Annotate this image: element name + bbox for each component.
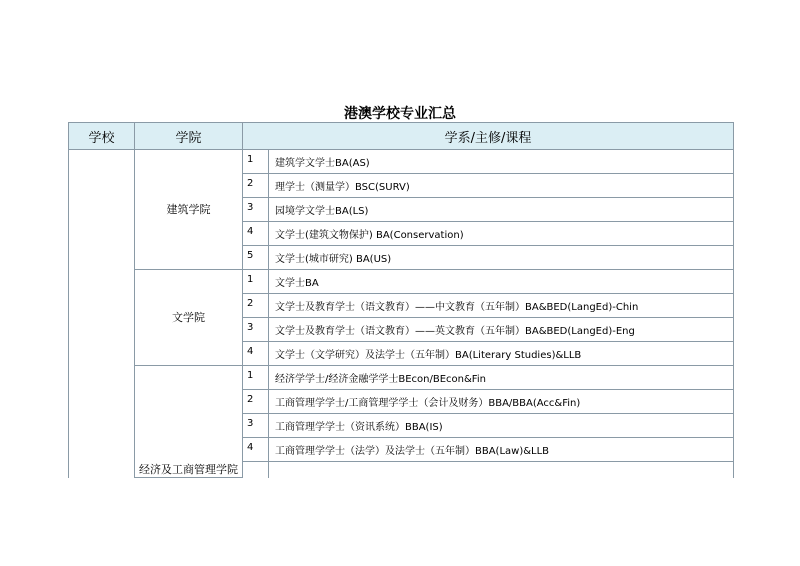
program-number: 2 — [243, 390, 269, 414]
program-number: 4 — [243, 342, 269, 366]
college-cell: 经济及工商管理学院 — [135, 366, 243, 478]
program-number: 1 — [243, 270, 269, 294]
program-number: 1 — [243, 150, 269, 174]
program-number: 5 — [243, 246, 269, 270]
empty-cell — [243, 462, 269, 478]
page-title: 港澳学校专业汇总 — [344, 106, 456, 122]
table-header-row — [69, 123, 734, 150]
program-name: 工商管理学学士（资讯系统）BBA(IS) — [269, 414, 734, 438]
program-name: 文学士及教育学士（语文教育）——英文教育（五年制）BA&BED(LangEd)-Eng — [269, 318, 734, 342]
program-name: 工商管理学学士（法学）及法学士（五年制）BBA(Law)&LLB — [269, 438, 734, 462]
program-number: 4 — [243, 438, 269, 462]
majors-table — [68, 122, 733, 478]
program-name: 建筑学文学士BA(AS) — [269, 150, 734, 174]
table-row — [69, 150, 734, 174]
program-number: 2 — [243, 294, 269, 318]
program-number: 3 — [243, 318, 269, 342]
college-cell: 文学院 — [135, 270, 243, 366]
program-name: 经济学学士/经济金融学学士BEcon/BEcon&Fin — [269, 366, 734, 390]
program-name: 园境学文学士BA(LS) — [269, 198, 734, 222]
program-name: 文学士BA — [269, 270, 734, 294]
college-cell: 建筑学院 — [135, 150, 243, 270]
program-number: 3 — [243, 414, 269, 438]
table-row — [69, 366, 734, 390]
program-name: 理学士（测量学）BSC(SURV) — [269, 174, 734, 198]
program-name: 文学士(建筑文物保护) BA(Conservation) — [269, 222, 734, 246]
table-row — [69, 270, 734, 294]
empty-cell — [269, 462, 734, 478]
program-number: 2 — [243, 174, 269, 198]
program-number: 1 — [243, 366, 269, 390]
program-number: 4 — [243, 222, 269, 246]
program-name: 工商管理学学士/工商管理学学士（会计及财务）BBA/BBA(Acc&Fin) — [269, 390, 734, 414]
header-college: 学院 — [135, 123, 243, 150]
program-name: 文学士(城市研究) BA(US) — [269, 246, 734, 270]
program-name: 文学士及教育学士（语文教育）——中文教育（五年制）BA&BED(LangEd)-Chin — [269, 294, 734, 318]
header-school: 学校 — [69, 123, 135, 150]
program-number: 3 — [243, 198, 269, 222]
program-name: 文学士（文学研究）及法学士（五年制）BA(Literary Studies)&LLB — [269, 342, 734, 366]
header-programs: 学系/主修/课程 — [243, 123, 734, 150]
school-cell — [69, 150, 135, 478]
